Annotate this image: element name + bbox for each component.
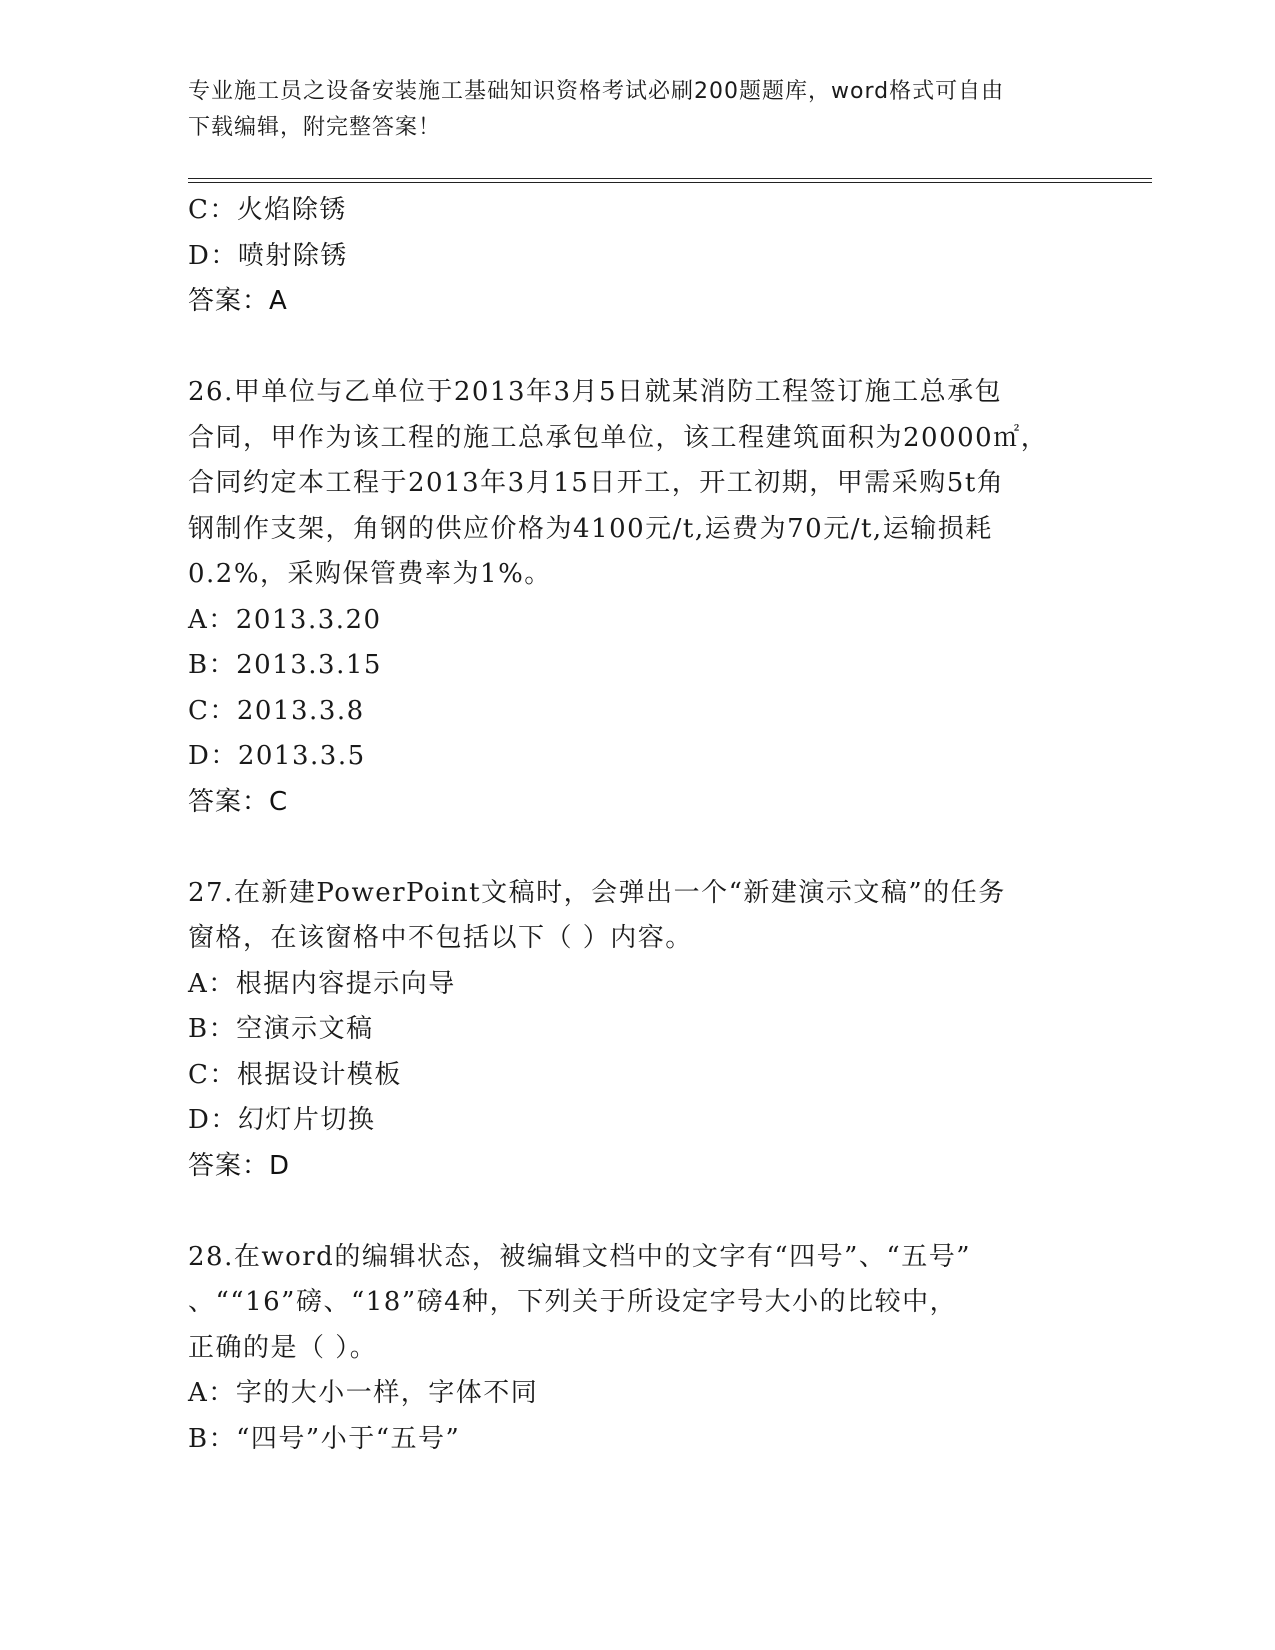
question-stem-line: 26.甲单位与乙单位于2013年3月5日就某消防工程签订施工总承包	[188, 377, 1003, 407]
question-stem-line: 合同约定本工程于2013年3月15日开工，开工初期，甲需采购5t角	[188, 468, 1005, 498]
question-28	[188, 1235, 1088, 1463]
spacer	[188, 1189, 1088, 1235]
question-stem-line: 27.在新建PowerPoint文稿时，会弹出一个“新建演示文稿”的任务	[188, 877, 1006, 908]
question-26	[188, 370, 1088, 825]
question-25-tail	[188, 188, 1088, 325]
option-d: D：2013.3.5	[188, 741, 366, 771]
answer-line: 答案：D	[188, 1150, 291, 1181]
option-c: C：2013.3.8	[188, 695, 365, 726]
option-d: D：幻灯片切换	[188, 1105, 376, 1135]
option-b: B：空演示文稿	[188, 1014, 374, 1044]
header-divider	[188, 178, 1152, 183]
option-c: C：火焰除锈	[188, 195, 347, 225]
spacer	[188, 325, 1088, 371]
answer-line: 答案：A	[188, 286, 288, 316]
question-stem-line: 、““16”磅、“18”磅4种，下列关于所设定字号大小的比较中，	[188, 1287, 958, 1317]
option-b: B：2013.3.15	[188, 650, 382, 680]
option-c: C：根据设计模板	[188, 1059, 402, 1090]
option-a: A：2013.3.20	[188, 604, 382, 635]
question-stem-line: 0.2%，采购保管费率为1%。	[188, 559, 552, 589]
document-header	[188, 74, 1068, 146]
question-stem-line: 正确的是（ ）。	[188, 1332, 378, 1363]
question-stem-line: 28.在word的编辑状态，被编辑文档中的文字有“四号”、“五号”	[188, 1241, 971, 1272]
answer-line: 答案：C	[188, 786, 289, 817]
question-27	[188, 871, 1088, 1190]
question-stem-line: 窗格，在该窗格中不包括以下（ ）内容。	[188, 923, 693, 953]
question-stem-line: 钢制作支架，角钢的供应价格为4100元/t,运费为70元/t,运输损耗	[188, 513, 993, 544]
option-a: A：根据内容提示向导	[188, 968, 456, 999]
spacer	[188, 825, 1088, 871]
header-title-line-2: 下载编辑，附完整答案！	[188, 115, 442, 140]
question-stem-line: 合同，甲作为该工程的施工总承包单位，该工程建筑面积为20000㎡，	[188, 422, 1049, 453]
document-body	[188, 188, 1088, 1462]
option-b: B：“四号”小于“五号”	[188, 1423, 461, 1454]
header-title-line-1: 专业施工员之设备安装施工基础知识资格考试必刷200题题库，word格式可自由	[188, 79, 1005, 104]
option-d: D：喷射除锈	[188, 240, 348, 271]
option-a: A：字的大小一样，字体不同	[188, 1378, 539, 1408]
